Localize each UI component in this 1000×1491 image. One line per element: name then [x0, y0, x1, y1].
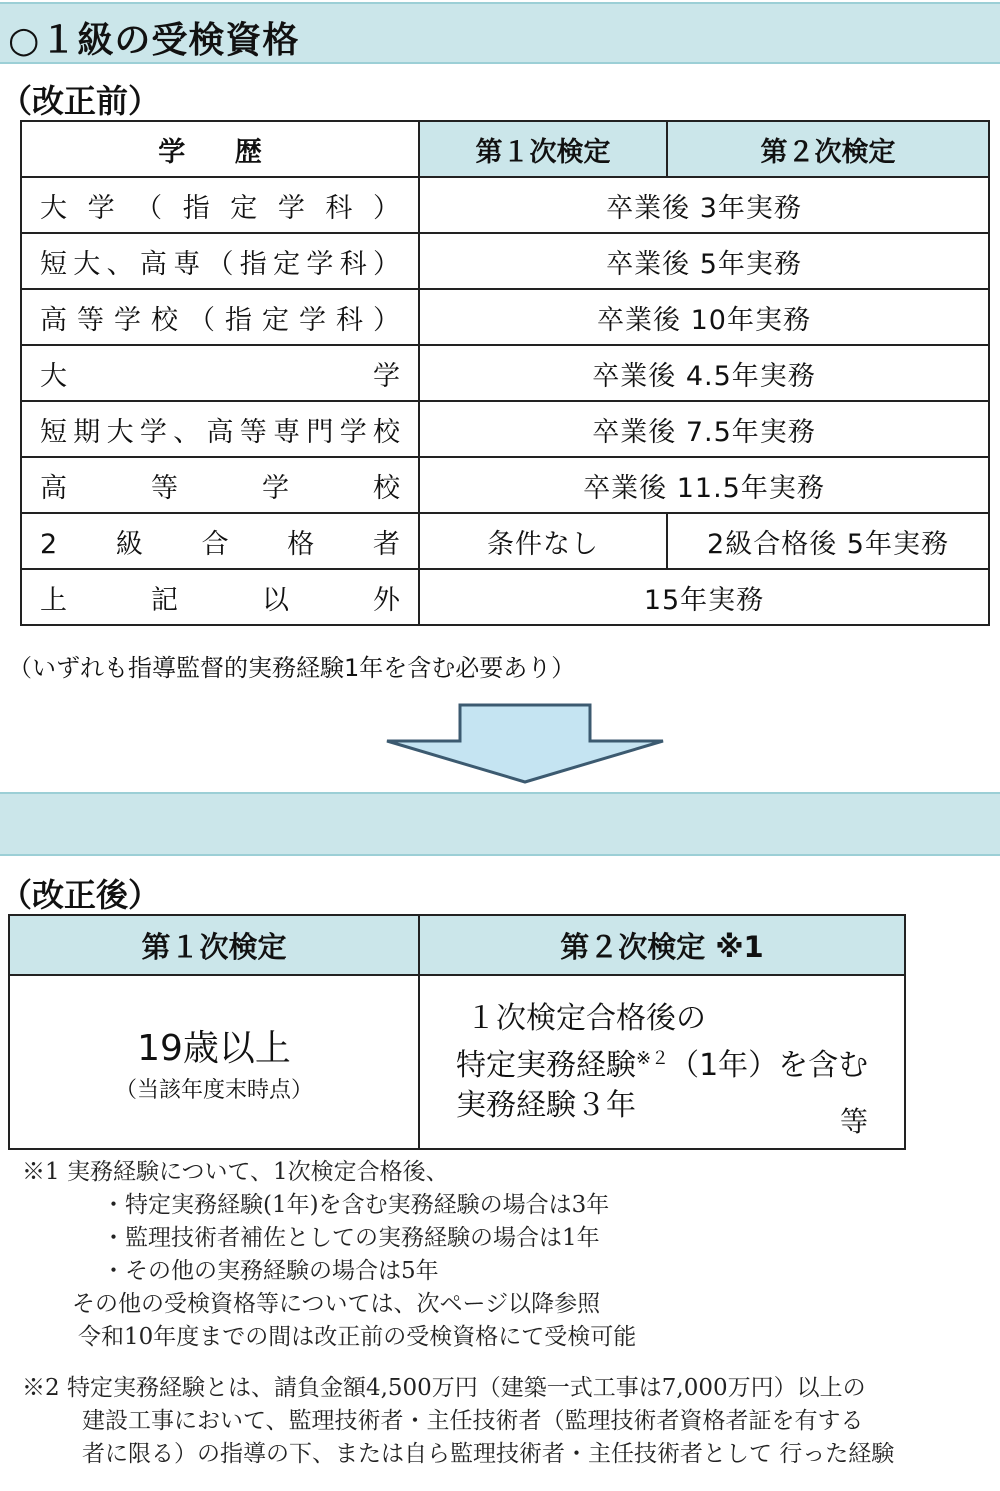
footnote-1-bullet: ・特定実務経験(1年)を含む実務経験の場合は3年 [102, 1192, 610, 1218]
row-value: 卒業後 5年実務 [419, 233, 989, 289]
experience-requirement-cell [419, 975, 905, 1149]
requirement-text: 特定実務経験 [456, 1047, 636, 1083]
table-row [21, 345, 989, 401]
requirement-line [420, 1039, 904, 1086]
row-category: 高等学校（指定学科） [21, 289, 419, 345]
footnote-1-bullet: ・その他の実務経験の場合は5年 [102, 1258, 439, 1284]
footnote-2-line: 者に限る）の指導の下、または自ら監理技術者・主任技術者として 行った経験 [82, 1441, 895, 1467]
table-row [21, 401, 989, 457]
table-row [21, 177, 989, 233]
row-first-value: 条件なし [419, 513, 667, 569]
row-category: 大学 [21, 345, 419, 401]
before-note: （いずれも指導監督的実務経験1年を含む必要あり） [8, 654, 576, 682]
row-category: 2級合格者 [21, 513, 419, 569]
footnote-1-transition: 令和10年度までの間は改正前の受検資格にて受検可能 [78, 1324, 637, 1350]
row-value: 15年実務 [419, 569, 989, 625]
footnote-1-reference: その他の受検資格等については、次ページ以降参照 [72, 1291, 601, 1317]
row-category: 大学（指定学科） [21, 177, 419, 233]
age-requirement: 19歳以上 [137, 1028, 291, 1069]
table-row [21, 289, 989, 345]
table-row [9, 975, 905, 1149]
row-value: 卒業後 3年実務 [419, 177, 989, 233]
second-exam-header: 第２次検定 [667, 121, 989, 177]
first-exam-header: 第１次検定 [419, 121, 667, 177]
down-arrow-icon [384, 703, 666, 785]
age-requirement-note: （当該年度末時点） [114, 1078, 313, 1103]
first-exam-header: 第１次検定 [9, 915, 419, 975]
requirement-line: １次検定合格後の [466, 1000, 706, 1036]
row-category: 短期大学、高等専門学校 [21, 401, 419, 457]
table-header-row [9, 915, 905, 975]
footnotes [22, 1156, 982, 1471]
row-second-value: 2級合格後 5年実務 [667, 513, 989, 569]
row-value: 卒業後 10年実務 [419, 289, 989, 345]
footnote-1-heading: ※1 実務経験について、1次検定合格後、 [22, 1159, 449, 1185]
requirement-text: （1年）を含む [669, 1047, 869, 1083]
row-category: 高等学校 [21, 457, 419, 513]
row-value: 卒業後 7.5年実務 [419, 401, 989, 457]
after-label: （改正後） [0, 876, 161, 914]
table-row [21, 457, 989, 513]
requirement-line: 実務経験３年 [456, 1087, 636, 1123]
before-label: （改正前） [0, 82, 161, 120]
table-row [21, 513, 989, 569]
footnote-2-line: ※2 特定実務経験とは、請負金額4,500万円（建築一式工事は7,000万円）以上の [22, 1375, 866, 1401]
table-row [21, 233, 989, 289]
page-title: ○１級の受検資格 [8, 20, 300, 61]
after-table [8, 914, 906, 1150]
requirement-etc: 等 [839, 1105, 868, 1138]
separator-band [0, 792, 1000, 856]
second-exam-header: 第２次検定 ※1 [419, 915, 905, 975]
footnote-mark: ※２ [636, 1047, 670, 1069]
footnote-1-bullet: ・監理技術者補佐としての実務経験の場合は1年 [102, 1225, 600, 1251]
row-category: 上記以外 [21, 569, 419, 625]
row-value: 卒業後 4.5年実務 [419, 345, 989, 401]
table-header-row [21, 121, 989, 177]
education-header: 学 歴 [21, 121, 419, 177]
footnote-2-line: 建設工事において、監理技術者・主任技術者（監理技術者資格者証を有する [82, 1408, 864, 1434]
row-category: 短大、高専（指定学科） [21, 233, 419, 289]
age-requirement-cell [9, 975, 419, 1149]
table-row [21, 569, 989, 625]
before-table [20, 120, 990, 626]
row-value: 卒業後 11.5年実務 [419, 457, 989, 513]
